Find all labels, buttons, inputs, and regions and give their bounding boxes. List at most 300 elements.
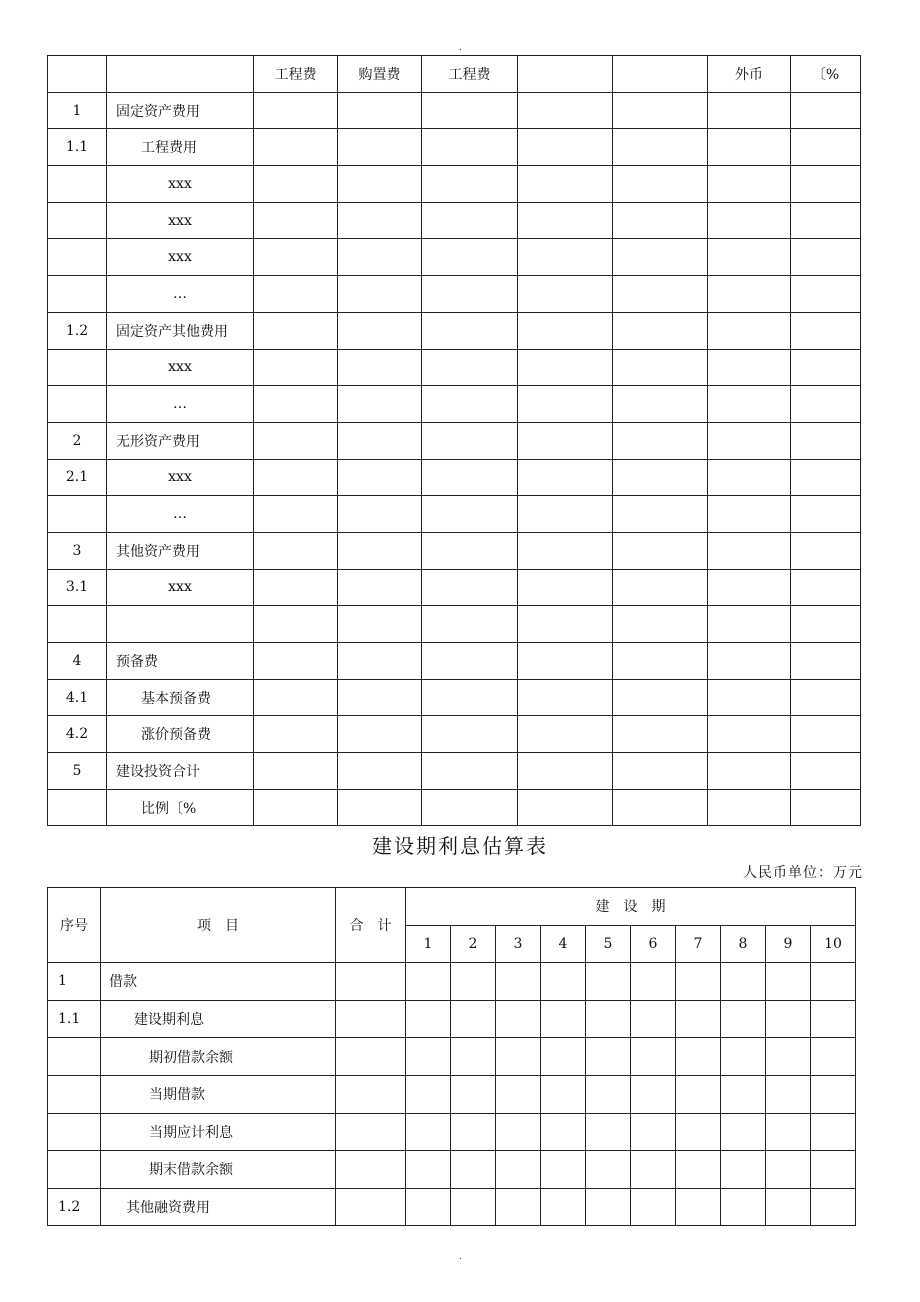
header-seq: 序号 (48, 888, 101, 963)
value-cell (708, 496, 791, 533)
value-cell (254, 239, 338, 276)
row-item: 比例〔% (107, 789, 254, 826)
value-cell (541, 1038, 586, 1076)
value-cell (496, 1188, 541, 1226)
value-cell (254, 386, 338, 423)
header-cell: 外币 (708, 56, 791, 93)
table-row (48, 1000, 856, 1038)
value-cell (518, 276, 613, 313)
value-cell (518, 92, 613, 129)
value-cell (422, 166, 518, 203)
value-cell (613, 422, 708, 459)
row-number: 4 (48, 643, 107, 680)
value-cell (676, 1151, 721, 1189)
value-cell (518, 753, 613, 790)
period-cell: 3 (496, 925, 541, 963)
value-cell (406, 1038, 451, 1076)
value-cell (613, 239, 708, 276)
value-cell (422, 129, 518, 166)
value-cell (254, 679, 338, 716)
value-cell (586, 1113, 631, 1151)
row-item: 期末借款余额 (101, 1151, 336, 1189)
period-cell: 4 (541, 925, 586, 963)
value-cell (336, 1113, 406, 1151)
value-cell (518, 643, 613, 680)
value-cell (586, 1151, 631, 1189)
value-cell (518, 606, 613, 643)
value-cell (422, 276, 518, 313)
value-cell (336, 1151, 406, 1189)
value-cell (422, 349, 518, 386)
row-number: 1.2 (48, 312, 107, 349)
table-row (48, 239, 861, 276)
table-row (48, 1075, 856, 1113)
value-cell (496, 963, 541, 1001)
value-cell (613, 312, 708, 349)
value-cell (541, 1075, 586, 1113)
value-cell (422, 569, 518, 606)
row-number (48, 789, 107, 826)
value-cell (336, 1188, 406, 1226)
row-number: 1.1 (48, 129, 107, 166)
value-cell (791, 349, 861, 386)
header-cell: 〔% (791, 56, 861, 93)
value-cell (254, 422, 338, 459)
value-cell (338, 312, 422, 349)
value-cell (338, 569, 422, 606)
value-cell (541, 1151, 586, 1189)
value-cell (676, 1000, 721, 1038)
value-cell (254, 312, 338, 349)
row-number: 4.1 (48, 679, 107, 716)
value-cell (613, 276, 708, 313)
value-cell (708, 239, 791, 276)
investment-table (47, 55, 861, 826)
value-cell (708, 92, 791, 129)
value-cell (791, 716, 861, 753)
value-cell (811, 1000, 856, 1038)
value-cell (708, 532, 791, 569)
value-cell (613, 386, 708, 423)
table-row (48, 569, 861, 606)
row-number (48, 276, 107, 313)
header-cell: 工程费 (254, 56, 338, 93)
value-cell (791, 129, 861, 166)
value-cell (336, 963, 406, 1001)
value-cell (518, 129, 613, 166)
value-cell (721, 963, 766, 1001)
value-cell (721, 1038, 766, 1076)
row-item: xxx (107, 202, 254, 239)
value-cell (338, 276, 422, 313)
value-cell (766, 1000, 811, 1038)
table-row (48, 459, 861, 496)
value-cell (708, 679, 791, 716)
value-cell (613, 753, 708, 790)
row-item: 工程费用 (107, 129, 254, 166)
value-cell (518, 679, 613, 716)
value-cell (254, 276, 338, 313)
period-cell: 1 (406, 925, 451, 963)
value-cell (766, 1113, 811, 1151)
row-number: 5 (48, 753, 107, 790)
row-number: 3.1 (48, 569, 107, 606)
value-cell (338, 716, 422, 753)
value-cell (613, 92, 708, 129)
value-cell (422, 789, 518, 826)
value-cell (541, 963, 586, 1001)
value-cell (451, 1113, 496, 1151)
value-cell (586, 1188, 631, 1226)
table-row (48, 202, 861, 239)
value-cell (766, 1188, 811, 1226)
value-cell (766, 1075, 811, 1113)
value-cell (708, 606, 791, 643)
value-cell (406, 1000, 451, 1038)
value-cell (406, 1188, 451, 1226)
value-cell (518, 312, 613, 349)
value-cell (338, 789, 422, 826)
value-cell (451, 963, 496, 1001)
table-row (48, 92, 861, 129)
row-item: 借款 (101, 963, 336, 1001)
value-cell (422, 496, 518, 533)
table-row (48, 312, 861, 349)
table-row (48, 643, 861, 680)
value-cell (451, 1075, 496, 1113)
value-cell (518, 459, 613, 496)
value-cell (613, 129, 708, 166)
value-cell (631, 1113, 676, 1151)
value-cell (631, 963, 676, 1001)
table-row (48, 679, 861, 716)
table-row (48, 496, 861, 533)
value-cell (708, 166, 791, 203)
value-cell (422, 202, 518, 239)
value-cell (254, 92, 338, 129)
period-cell: 7 (676, 925, 721, 963)
value-cell (496, 1075, 541, 1113)
value-cell (338, 92, 422, 129)
currency-unit-label: 人民币单位：万元 (743, 865, 863, 881)
row-item: xxx (107, 569, 254, 606)
row-number: 2.1 (48, 459, 107, 496)
value-cell (791, 532, 861, 569)
table-row (48, 386, 861, 423)
value-cell (811, 1075, 856, 1113)
row-number: 1.1 (48, 1000, 101, 1038)
value-cell (586, 1075, 631, 1113)
period-cell: 6 (631, 925, 676, 963)
table-row (48, 1113, 856, 1151)
row-number: 3 (48, 532, 107, 569)
value-cell (422, 643, 518, 680)
value-cell (613, 679, 708, 716)
value-cell (338, 606, 422, 643)
value-cell (254, 129, 338, 166)
row-number (48, 202, 107, 239)
value-cell (791, 606, 861, 643)
table-row (48, 1038, 856, 1076)
value-cell (791, 569, 861, 606)
row-item: 建设投资合计 (107, 753, 254, 790)
value-cell (766, 963, 811, 1001)
row-item: xxx (107, 459, 254, 496)
value-cell (586, 1038, 631, 1076)
value-cell (254, 532, 338, 569)
value-cell (766, 1151, 811, 1189)
table-row (48, 789, 861, 826)
value-cell (631, 1188, 676, 1226)
row-item: 固定资产其他费用 (107, 312, 254, 349)
header-cell (613, 56, 708, 93)
row-number (48, 166, 107, 203)
row-number (48, 386, 107, 423)
value-cell (541, 1000, 586, 1038)
row-item: 涨价预备费 (107, 716, 254, 753)
value-cell (338, 386, 422, 423)
value-cell (336, 1038, 406, 1076)
value-cell (613, 166, 708, 203)
value-cell (791, 92, 861, 129)
row-item: … (107, 496, 254, 533)
value-cell (708, 753, 791, 790)
row-number (48, 1075, 101, 1113)
value-cell (336, 1000, 406, 1038)
table-row (48, 276, 861, 313)
period-cell: 8 (721, 925, 766, 963)
value-cell (338, 239, 422, 276)
value-cell (254, 349, 338, 386)
header-cell: 工程费 (422, 56, 518, 93)
header-cell (518, 56, 613, 93)
header-cell (48, 56, 107, 93)
value-cell (338, 753, 422, 790)
table-row (48, 349, 861, 386)
value-cell (422, 606, 518, 643)
value-cell (254, 496, 338, 533)
value-cell (791, 679, 861, 716)
period-cell: 2 (451, 925, 496, 963)
value-cell (406, 1113, 451, 1151)
value-cell (541, 1188, 586, 1226)
value-cell (708, 129, 791, 166)
value-cell (708, 422, 791, 459)
value-cell (338, 496, 422, 533)
value-cell (811, 1038, 856, 1076)
table-row (48, 1151, 856, 1189)
row-item: … (107, 276, 254, 313)
value-cell (422, 459, 518, 496)
value-cell (708, 569, 791, 606)
value-cell (254, 569, 338, 606)
header-construction-period: 建 设 期 (406, 888, 856, 926)
value-cell (631, 1000, 676, 1038)
value-cell (631, 1075, 676, 1113)
value-cell (676, 1075, 721, 1113)
row-item: 当期借款 (101, 1075, 336, 1113)
table-row (48, 716, 861, 753)
value-cell (811, 963, 856, 1001)
period-cell: 10 (811, 925, 856, 963)
value-cell (422, 753, 518, 790)
value-cell (254, 459, 338, 496)
value-cell (518, 789, 613, 826)
row-number (48, 606, 107, 643)
value-cell (406, 1075, 451, 1113)
value-cell (254, 753, 338, 790)
row-item: 期初借款余额 (101, 1038, 336, 1076)
value-cell (791, 166, 861, 203)
value-cell (721, 1188, 766, 1226)
table-row (48, 1188, 856, 1226)
value-cell (613, 716, 708, 753)
row-number: 1.2 (48, 1188, 101, 1226)
value-cell (451, 1038, 496, 1076)
value-cell (518, 349, 613, 386)
value-cell (811, 1151, 856, 1189)
row-number (48, 349, 107, 386)
table-row (48, 753, 861, 790)
value-cell (518, 496, 613, 533)
value-cell (708, 349, 791, 386)
value-cell (708, 459, 791, 496)
value-cell (791, 386, 861, 423)
header-cell: 购置费 (338, 56, 422, 93)
value-cell (422, 532, 518, 569)
table-row (48, 129, 861, 166)
value-cell (708, 386, 791, 423)
value-cell (676, 1038, 721, 1076)
value-cell (254, 716, 338, 753)
value-cell (766, 1038, 811, 1076)
value-cell (338, 459, 422, 496)
value-cell (721, 1000, 766, 1038)
value-cell (496, 1113, 541, 1151)
value-cell (496, 1038, 541, 1076)
value-cell (518, 569, 613, 606)
value-cell (811, 1188, 856, 1226)
value-cell (338, 166, 422, 203)
value-cell (708, 202, 791, 239)
row-item: xxx (107, 239, 254, 276)
value-cell (613, 349, 708, 386)
value-cell (518, 422, 613, 459)
row-item: 其他融资费用 (101, 1188, 336, 1226)
value-cell (254, 606, 338, 643)
interest-header-row-1 (48, 888, 856, 926)
value-cell (708, 716, 791, 753)
value-cell (791, 789, 861, 826)
value-cell (613, 569, 708, 606)
value-cell (586, 963, 631, 1001)
interest-table-title: 建设期利息估算表 (372, 834, 548, 858)
row-item: 基本预备费 (107, 679, 254, 716)
row-number: 1 (48, 92, 107, 129)
row-number: 4.2 (48, 716, 107, 753)
value-cell (613, 459, 708, 496)
value-cell (708, 276, 791, 313)
value-cell (451, 1188, 496, 1226)
value-cell (338, 129, 422, 166)
header-cell (107, 56, 254, 93)
row-number (48, 1113, 101, 1151)
row-item: xxx (107, 349, 254, 386)
value-cell (631, 1038, 676, 1076)
period-cell: 5 (586, 925, 631, 963)
value-cell (422, 386, 518, 423)
row-item: 其他资产费用 (107, 532, 254, 569)
value-cell (791, 312, 861, 349)
value-cell (254, 166, 338, 203)
value-cell (422, 312, 518, 349)
row-number: 2 (48, 422, 107, 459)
value-cell (254, 202, 338, 239)
value-cell (422, 422, 518, 459)
page-top-mark: . (459, 43, 462, 53)
value-cell (338, 679, 422, 716)
row-number (48, 1151, 101, 1189)
value-cell (422, 239, 518, 276)
row-item: 固定资产费用 (107, 92, 254, 129)
value-cell (676, 1113, 721, 1151)
value-cell (518, 532, 613, 569)
value-cell (451, 1151, 496, 1189)
value-cell (338, 202, 422, 239)
table-row (48, 166, 861, 203)
row-number: 1 (48, 963, 101, 1001)
value-cell (613, 606, 708, 643)
value-cell (338, 532, 422, 569)
value-cell (613, 496, 708, 533)
interest-table (47, 887, 856, 1226)
value-cell (721, 1113, 766, 1151)
value-cell (721, 1151, 766, 1189)
row-number (48, 1038, 101, 1076)
value-cell (338, 643, 422, 680)
value-cell (406, 1151, 451, 1189)
value-cell (518, 239, 613, 276)
value-cell (422, 716, 518, 753)
row-item: 无形资产费用 (107, 422, 254, 459)
value-cell (338, 422, 422, 459)
value-cell (518, 386, 613, 423)
row-item: 预备费 (107, 643, 254, 680)
value-cell (676, 1188, 721, 1226)
value-cell (496, 1151, 541, 1189)
value-cell (613, 643, 708, 680)
value-cell (791, 753, 861, 790)
value-cell (496, 1000, 541, 1038)
page-bottom-mark: . (459, 1252, 462, 1262)
value-cell (518, 716, 613, 753)
row-item: … (107, 386, 254, 423)
header-total: 合 计 (336, 888, 406, 963)
row-item: 当期应计利息 (101, 1113, 336, 1151)
row-number (48, 496, 107, 533)
value-cell (811, 1113, 856, 1151)
value-cell (613, 789, 708, 826)
value-cell (406, 963, 451, 1001)
value-cell (541, 1113, 586, 1151)
value-cell (791, 276, 861, 313)
value-cell (631, 1151, 676, 1189)
value-cell (518, 166, 613, 203)
value-cell (708, 789, 791, 826)
value-cell (676, 963, 721, 1001)
table-row (48, 422, 861, 459)
value-cell (791, 643, 861, 680)
